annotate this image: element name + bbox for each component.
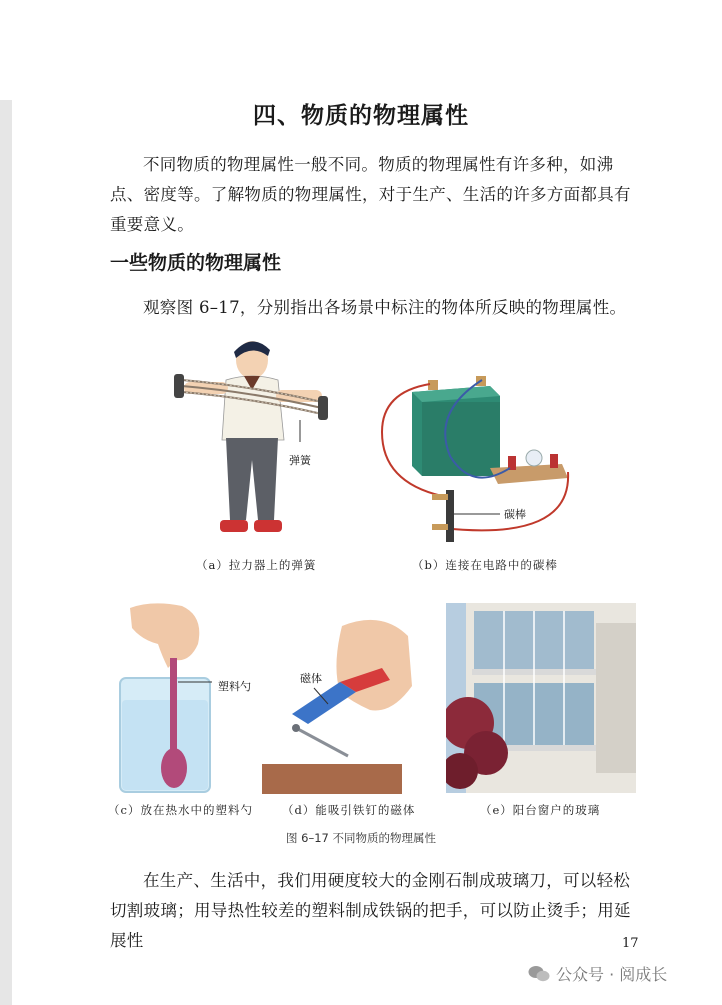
figure-a-spring-illustration [160,330,340,550]
intro-paragraph: 不同物质的物理属性一般不同。物质的物理属性有许多种，如沸点、密度等。了解物质的物理属性，对于生产、生活的许多方面都具有重要意义。 [110,155,631,234]
wechat-icon [528,965,550,983]
label-plastic-spoon: 塑料勺 [218,680,251,693]
page-number: 17 [622,936,639,951]
label-carbon-rod: 碳棒 [504,508,526,521]
label-spring: 弹簧 [289,454,311,467]
figure-e-balcony-photo [446,603,636,793]
figure-c-spoon-illustration [112,600,222,800]
caption-d: （d）能吸引铁钉的磁体 [282,803,416,817]
caption-e: （e）阳台窗户的玻璃 [480,803,601,817]
watermark-text: 公众号 · 阅成长 [556,965,668,984]
caption-b: （b）连接在电路中的碳棒 [412,558,558,572]
closing-paragraph: 在生产、生活中，我们用硬度较大的金刚石制成玻璃刀，可以轻松切割玻璃；用导热性较差的塑料制成铁锅的把手，可以防止烫手；用延展性 [110,871,631,950]
page-edge-shadow [0,100,12,1005]
caption-c: （c）放在热水中的塑料勺 [108,803,253,817]
page-title: 四、物质的物理属性 [253,103,469,129]
section-heading: 一些物质的物理属性 [110,252,282,274]
observe-paragraph: 观察图 6–17，分别指出各场景中标注的物体所反映的物理属性。 [143,298,627,317]
watermark [528,962,667,985]
caption-a: （a）拉力器上的弹簧 [196,558,317,572]
label-magnet: 磁体 [300,672,322,685]
figure-d-magnet-illustration [262,606,412,796]
figure-caption: 图 6–17 不同物质的物理属性 [285,831,436,845]
figure-b-circuit-illustration [372,372,582,552]
